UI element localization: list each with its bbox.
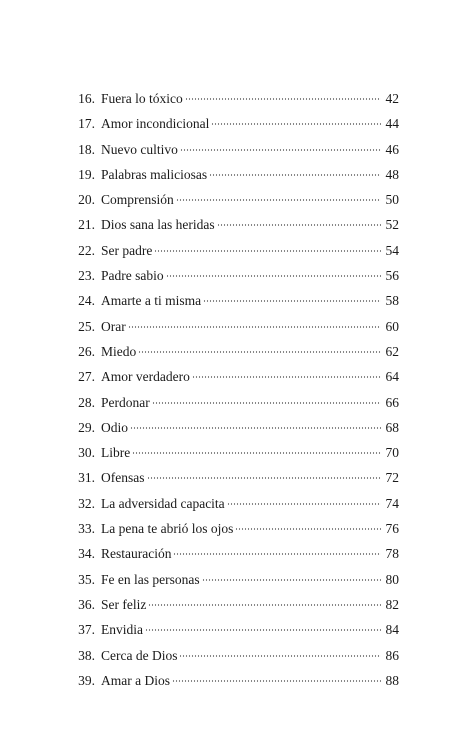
toc-entry-number: 32. [78,495,95,511]
toc-entry-title: Fe en las personas [101,571,200,587]
toc-entry-number: 22. [78,242,95,258]
toc-entry-title: Amarte a ti misma [101,293,202,309]
toc-entry [63,364,399,389]
toc-entry-page-number: 56 [385,268,399,284]
toc-entry [63,491,399,516]
toc-entry-title: Libre [101,445,131,461]
toc-entry-title: Perdonar [101,394,150,410]
toc-entry-number: 19. [78,166,95,182]
toc-entry-title: Nuevo cultivo [101,141,178,157]
toc-entry [63,314,399,339]
toc-entry [63,668,399,693]
toc-entry-title: Amor verdadero [101,369,190,385]
toc-entry-title: Padre sabio [101,268,164,284]
toc-entry [63,187,399,212]
toc-entry [63,339,399,364]
toc-entry-title: Amar a Dios [101,672,170,688]
toc-entry [63,263,399,288]
toc-entry [63,86,399,111]
dot-leader [145,629,381,631]
toc-entry-page-number: 42 [385,91,399,106]
toc-entry-number: 35. [78,571,95,587]
dot-leader [209,174,381,176]
toc-entry-title: Cerca de Dios [101,647,178,663]
toc-entry [63,415,399,440]
toc-entry-page-number: 86 [385,647,399,663]
toc-entry-title: Fuera lo tóxico [101,91,183,106]
dot-leader [176,199,381,201]
toc-entry-page-number: 72 [385,470,399,486]
toc-entry-number: 30. [78,445,95,461]
toc-entry-page-number: 68 [385,419,399,435]
dot-leader [148,604,381,606]
dot-leader [147,477,382,479]
toc-entry-title: Dios sana las heridas [101,217,215,233]
toc-entry-page-number: 62 [385,343,399,359]
toc-entry-number: 38. [78,647,95,663]
toc-entry [63,162,399,187]
toc-entry [63,137,399,162]
toc-entry-page-number: 74 [385,495,399,511]
toc-entry-page-number: 52 [385,217,399,233]
dot-leader [202,579,381,581]
toc-entry-page-number: 58 [385,293,399,309]
toc-entry-page-number: 76 [385,521,399,537]
dot-leader [227,503,381,505]
dot-leader [173,553,381,555]
toc-entry-title: La adversidad capacita [101,495,225,511]
toc-entry-number: 31. [78,470,95,486]
toc-entry-page-number: 88 [385,672,399,688]
dot-leader [138,351,381,353]
toc-entry-number: 26. [78,343,95,359]
toc-entry [63,592,399,617]
toc-entry-number: 21. [78,217,95,233]
toc-entry-number: 36. [78,596,95,612]
toc-entry [63,238,399,263]
toc-entry [63,288,399,313]
dot-leader [128,326,381,328]
toc-entry-number: 33. [78,521,95,537]
toc-entry [63,541,399,566]
toc-entry [63,617,399,642]
dot-leader [235,528,381,530]
toc-entry [63,440,399,465]
dot-leader [217,224,381,226]
toc-entry [63,212,399,237]
toc-entry-page-number: 80 [385,571,399,587]
toc-entry-page-number: 82 [385,596,399,612]
dot-leader [211,123,381,125]
toc-entry-page-number: 54 [385,242,399,258]
dot-leader [152,402,381,404]
toc-entry-number: 20. [78,192,95,208]
toc-entry-number: 25. [78,318,95,334]
toc-entry-number: 18. [78,141,95,157]
toc-entry-title: Odio [101,419,128,435]
toc-entry-number: 23. [78,268,95,284]
toc-entry-title: Restauración [101,546,172,562]
toc-entry-page-number: 84 [385,622,399,638]
dot-leader [179,655,381,657]
toc-entry-number: 39. [78,672,95,688]
table-of-contents [63,86,399,693]
toc-entry-page-number: 60 [385,318,399,334]
dot-leader [203,300,381,302]
toc-entry-number: 28. [78,394,95,410]
toc-entry-title: Ser padre [101,242,153,258]
toc-entry-number: 24. [78,293,95,309]
toc-entry [63,111,399,136]
toc-entry [63,465,399,490]
toc-entry-page-number: 78 [385,546,399,562]
toc-entry-page-number: 66 [385,394,399,410]
dot-leader [192,376,381,378]
toc-entry [63,567,399,592]
dot-leader [154,250,381,252]
toc-entry-page-number: 50 [385,192,399,208]
toc-entry [63,516,399,541]
toc-entry-number: 17. [78,116,95,132]
dot-leader [132,452,381,454]
toc-entry-number: 16. [78,91,95,106]
toc-entry-title: Orar [101,318,126,334]
toc-entry-title: Ser feliz [101,596,147,612]
toc-entry-title: La pena te abrió los ojos [101,521,234,537]
toc-entry-page-number: 46 [385,141,399,157]
toc-entry-page-number: 44 [385,116,399,132]
dot-leader [130,427,381,429]
toc-entry-title: Miedo [101,343,137,359]
toc-entry-title: Ofensas [101,470,145,486]
dot-leader [166,275,381,277]
toc-entry-title: Comprensión [101,192,174,208]
toc-entry-number: 37. [78,622,95,638]
toc-entry [63,390,399,415]
toc-entry-number: 29. [78,419,95,435]
toc-entry-title: Envidia [101,622,143,638]
dot-leader [180,149,381,151]
dot-leader [172,680,381,682]
toc-entry-number: 34. [78,546,95,562]
toc-entry-page-number: 64 [385,369,399,385]
toc-entry [63,643,399,668]
toc-entry-title: Amor incondicional [101,116,210,132]
toc-entry-page-number: 70 [385,445,399,461]
toc-entry-page-number: 48 [385,166,399,182]
toc-entry-title: Palabras maliciosas [101,166,208,182]
dot-leader [185,98,381,100]
toc-entry-number: 27. [78,369,95,385]
